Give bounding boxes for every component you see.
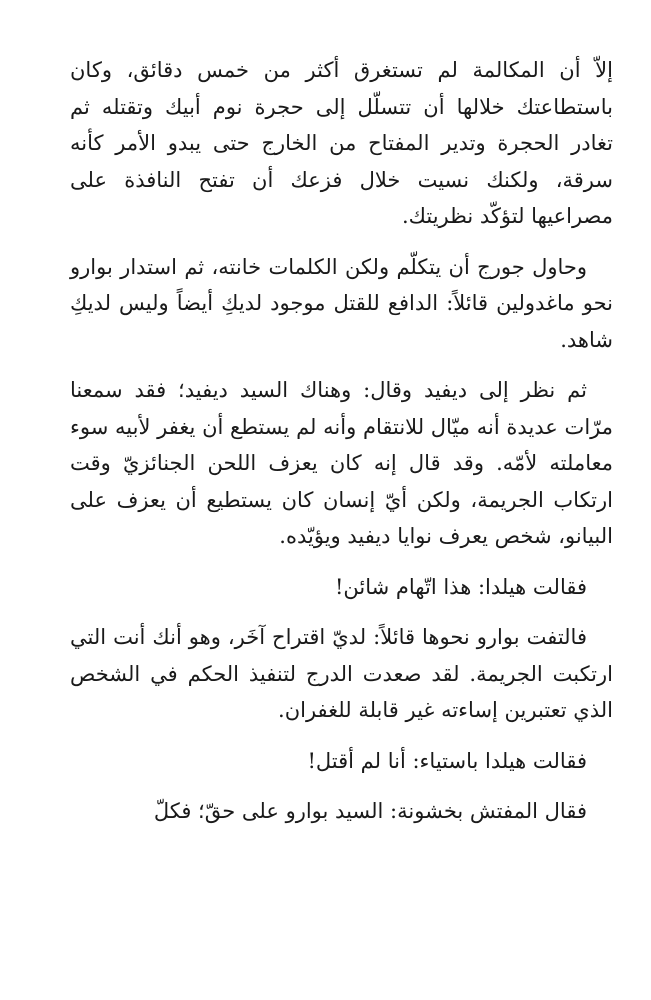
paragraph-hilda-reply: فقالت هيلدا: هذا اتّهام شائن! — [334, 574, 587, 599]
paragraph-poirot-suggestion: فالتفت بوارو نحوها قائلاً: لديّ اقتراح آخَر، وهو أنك أنت التي ارتكبت الجريمة. لقد صعدت الدرج لتنفيذ الحكم في الشخص الذي تعتبرين إساءته غير قابلة للغفران. — [70, 625, 613, 722]
book-page — [70, 52, 613, 844]
paragraph-hilda-denial: فقالت هيلدا باستياء: أنا لم أقتل! — [307, 748, 587, 773]
paragraph-inspector: فقال المفتش بخشونة: السيد بوارو على حقّ؛ فكلّ — [153, 799, 587, 823]
paragraph-david: ثم نظر إلى ديفيد وقال: وهناك السيد ديفيد؛ فقد سمعنا مرّات عديدة أنه ميّال للانتقام وأنه لم يستطع أن يغفر لأبيه سوء معاملته لأمّه. وقد قال إنه كان يعزف اللحن الجنائزيّ وقت ارتكاب الجريمة، ولكن أيّ إنسان كان يستطيع أن يعزف على البيانو، شخص يعرف نوايا ديفيد ويؤيّده. — [70, 378, 613, 548]
paragraph-phone-call: إلاّ أن المكالمة لم تستغرق أكثر من خمس دقائق، وكان باستطاعتك خلالها أن تتسلّل إلى حجرة نوم أبيك وتقتله ثم تغادر الحجرة وتدير المفتاح من الخارج حتى يبدو الأمر كأنه سرقة، ولكنك نسيت خلال فزعك أن تفتح النافذة على مصراعيها لتؤكّد نظريتك. — [70, 58, 613, 228]
paragraph-george: وحاول جورج أن يتكلّم ولكن الكلمات خانته، ثم استدار بوارو نحو ماغدولين قائلاً: الدافع للقتل موجود لديكِ أيضاً وليس لديكِ شاهد. — [70, 254, 613, 352]
